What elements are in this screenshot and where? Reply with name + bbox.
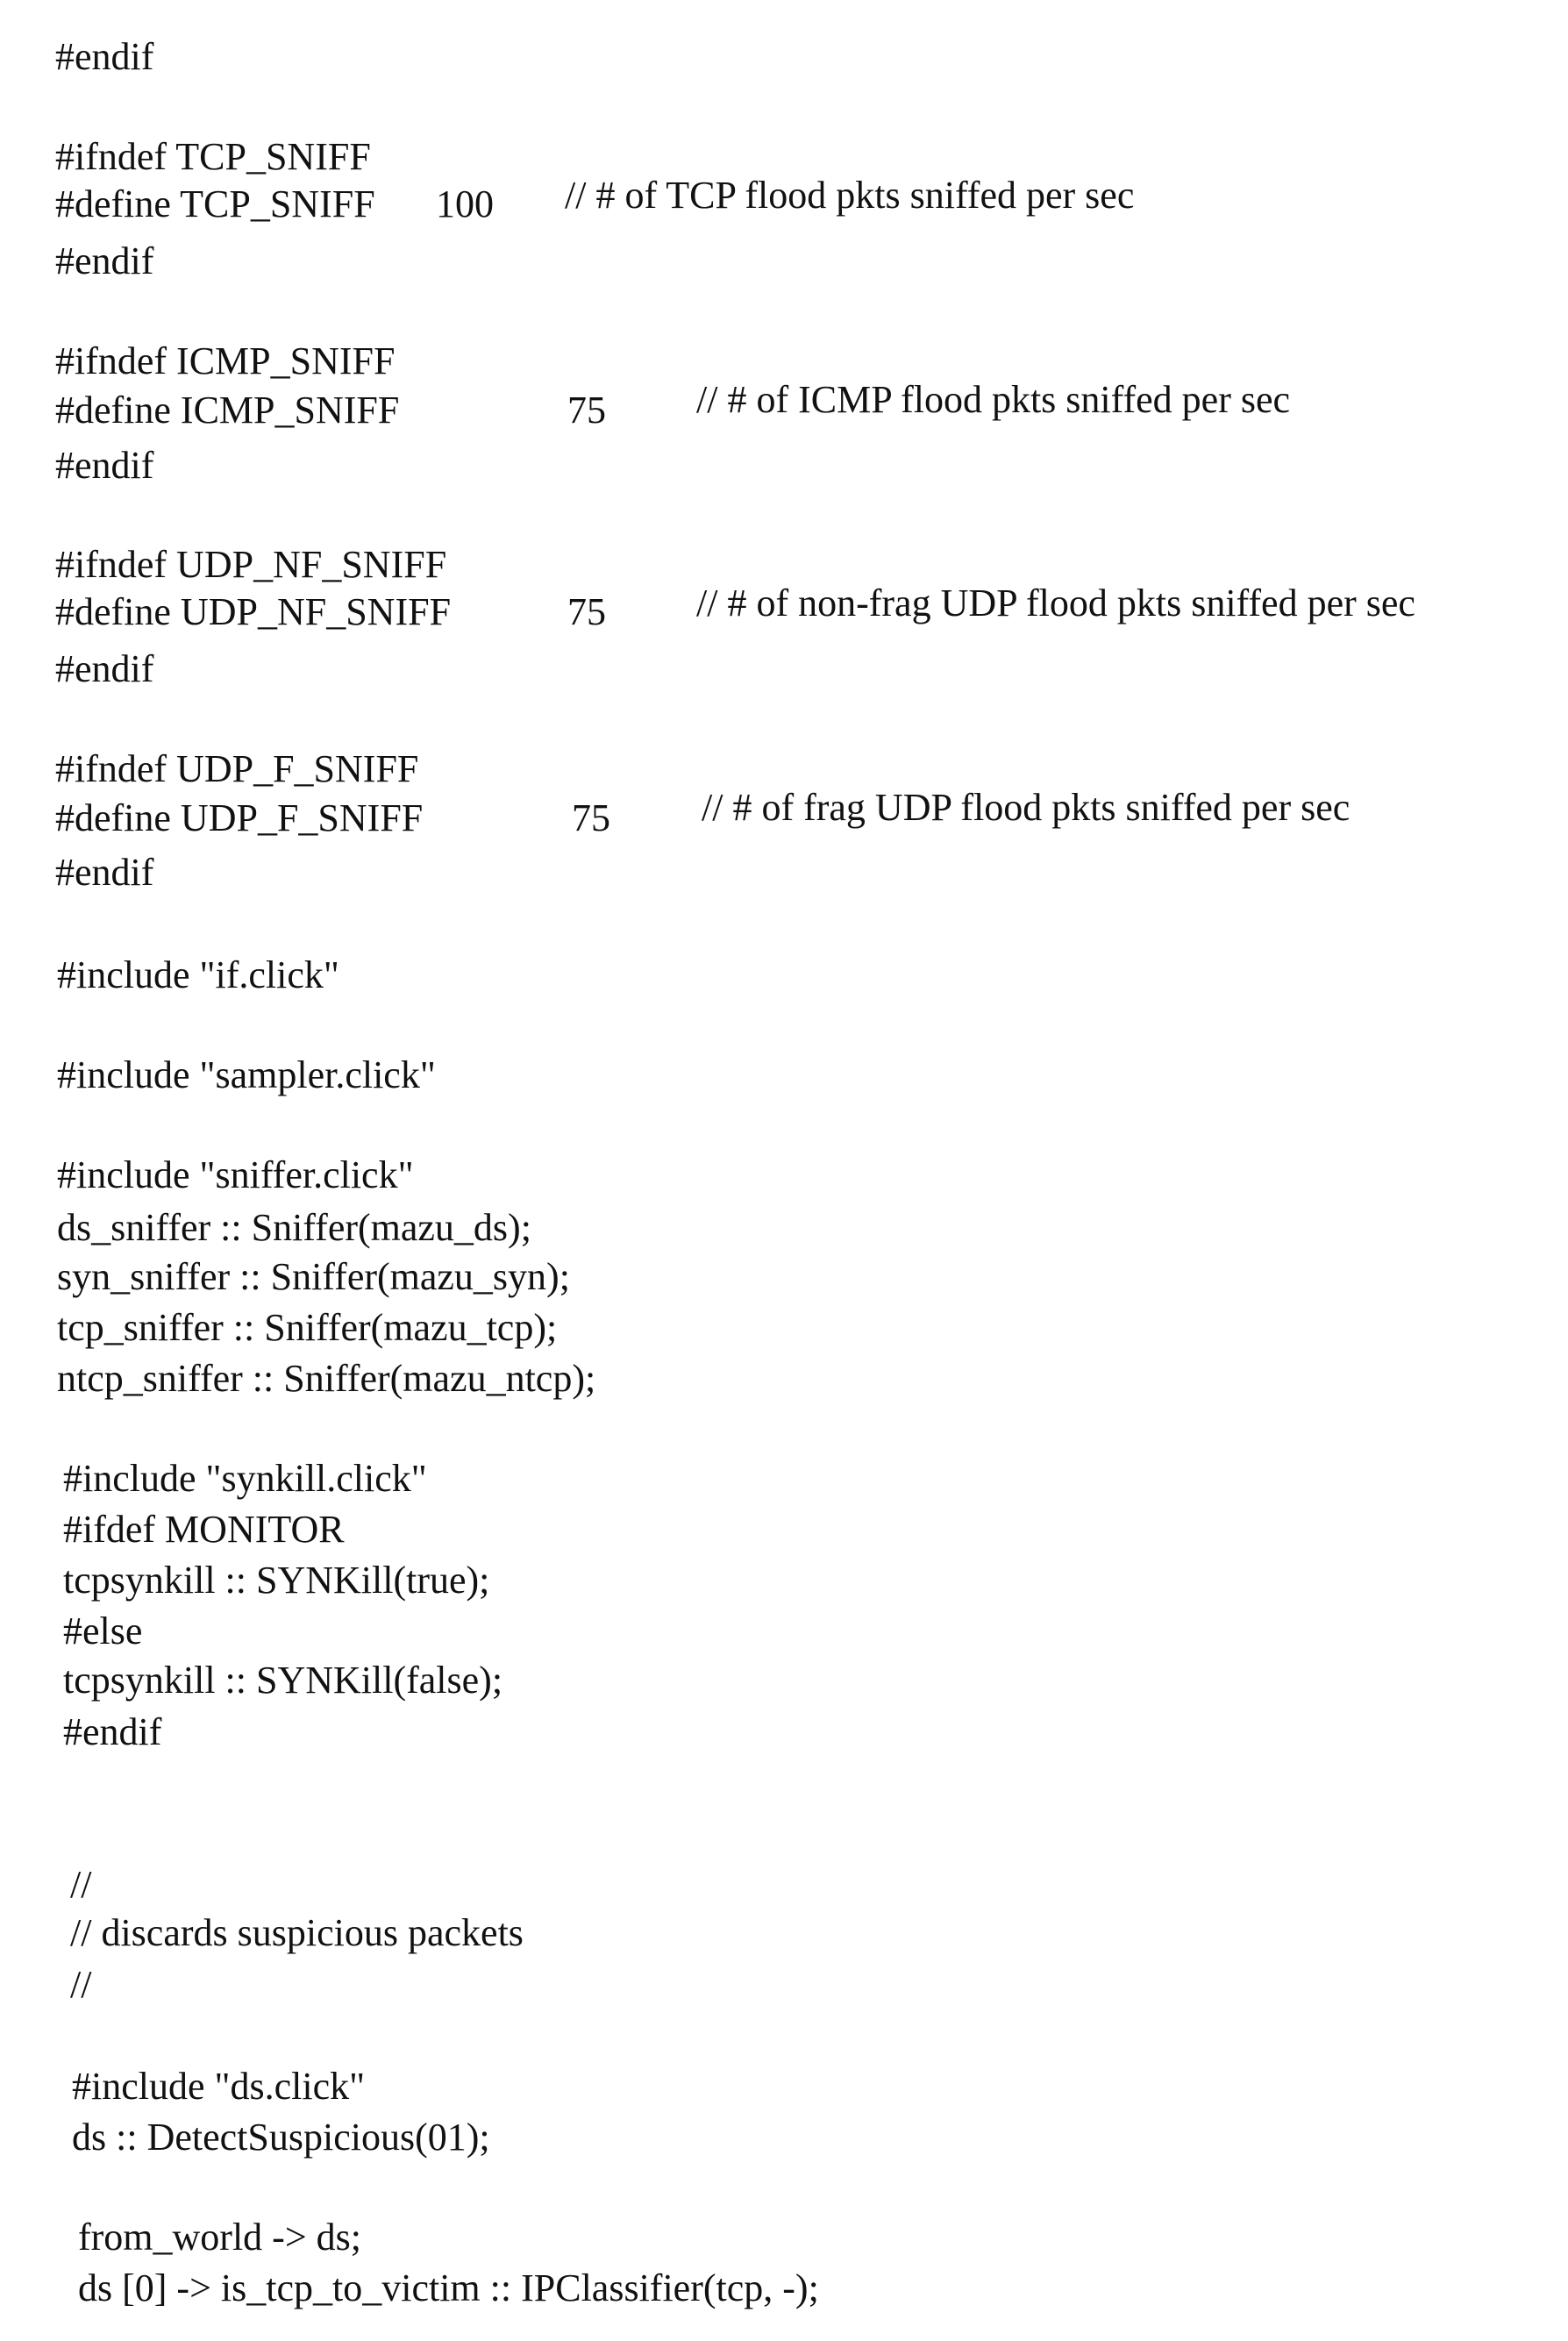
code-line-endif: #endif xyxy=(55,853,153,892)
code-line-ntcp-sniffer: ntcp_sniffer :: Sniffer(mazu_ntcp); xyxy=(57,1360,595,1398)
code-line-endif: #endif xyxy=(55,242,153,281)
code-line-endif: #endif xyxy=(55,650,153,689)
code-line-ifdef-monitor: #ifdef MONITOR xyxy=(63,1510,345,1549)
define-udp-nf-comment: // # of non-frag UDP flood pkts sniffed per sec xyxy=(696,584,1415,623)
code-line-define-icmp: #define ICMP_SNIFF xyxy=(55,391,399,430)
code-line-ifndef-udp-f: #ifndef UDP_F_SNIFF xyxy=(55,750,418,789)
code-line-ifndef-icmp: #ifndef ICMP_SNIFF xyxy=(55,342,396,381)
code-line-include-sampler: #include "sampler.click" xyxy=(57,1056,436,1095)
define-icmp-value: 75 xyxy=(567,391,606,430)
define-icmp-comment: // # of ICMP flood pkts sniffed per sec xyxy=(696,381,1290,419)
code-line-endif: #endif xyxy=(55,38,153,76)
code-line-ifndef-tcp: #ifndef TCP_SNIFF xyxy=(55,138,371,176)
code-line-endif: #endif xyxy=(55,446,153,485)
code-line-ds-classifier: ds [0] -> is_tcp_to_victim :: IPClassifier(tcp, -); xyxy=(78,2269,819,2308)
code-line-define-udp-f: #define UDP_F_SNIFF xyxy=(55,799,423,838)
code-line-define-udp-nf: #define UDP_NF_SNIFF xyxy=(55,593,451,632)
define-udp-nf-value: 75 xyxy=(567,593,606,632)
define-tcp-value: 100 xyxy=(436,185,494,224)
code-comment: // xyxy=(70,1966,91,2004)
code-line-ds-sniffer: ds_sniffer :: Sniffer(mazu_ds); xyxy=(57,1209,531,1247)
code-line-endif: #endif xyxy=(63,1713,161,1752)
code-comment-discards: // discards suspicious packets xyxy=(70,1914,524,1952)
code-line-include-if: #include "if.click" xyxy=(57,956,339,995)
code-line-tcp-sniffer: tcp_sniffer :: Sniffer(mazu_tcp); xyxy=(57,1309,557,1347)
code-line-synkill-true: tcpsynkill :: SYNKill(true); xyxy=(63,1561,489,1600)
code-line-define-tcp: #define TCP_SNIFF xyxy=(55,185,375,224)
code-line-from-world: from_world -> ds; xyxy=(78,2218,361,2257)
code-line-include-ds: #include "ds.click" xyxy=(72,2067,365,2106)
define-udp-f-value: 75 xyxy=(572,799,610,838)
code-line-ifndef-udp-nf: #ifndef UDP_NF_SNIFF xyxy=(55,546,446,584)
code-line-ds-detect: ds :: DetectSuspicious(01); xyxy=(72,2118,490,2157)
define-tcp-comment: // # of TCP flood pkts sniffed per sec xyxy=(565,176,1134,215)
code-line-include-synkill: #include "synkill.click" xyxy=(63,1460,427,1498)
code-line-include-sniffer: #include "sniffer.click" xyxy=(57,1156,414,1195)
code-line-synkill-false: tcpsynkill :: SYNKill(false); xyxy=(63,1661,502,1700)
define-udp-f-comment: // # of frag UDP flood pkts sniffed per sec xyxy=(702,789,1350,827)
code-line-syn-sniffer: syn_sniffer :: Sniffer(mazu_syn); xyxy=(57,1258,570,1296)
code-comment: // xyxy=(70,1866,91,1904)
code-line-else: #else xyxy=(63,1612,142,1651)
